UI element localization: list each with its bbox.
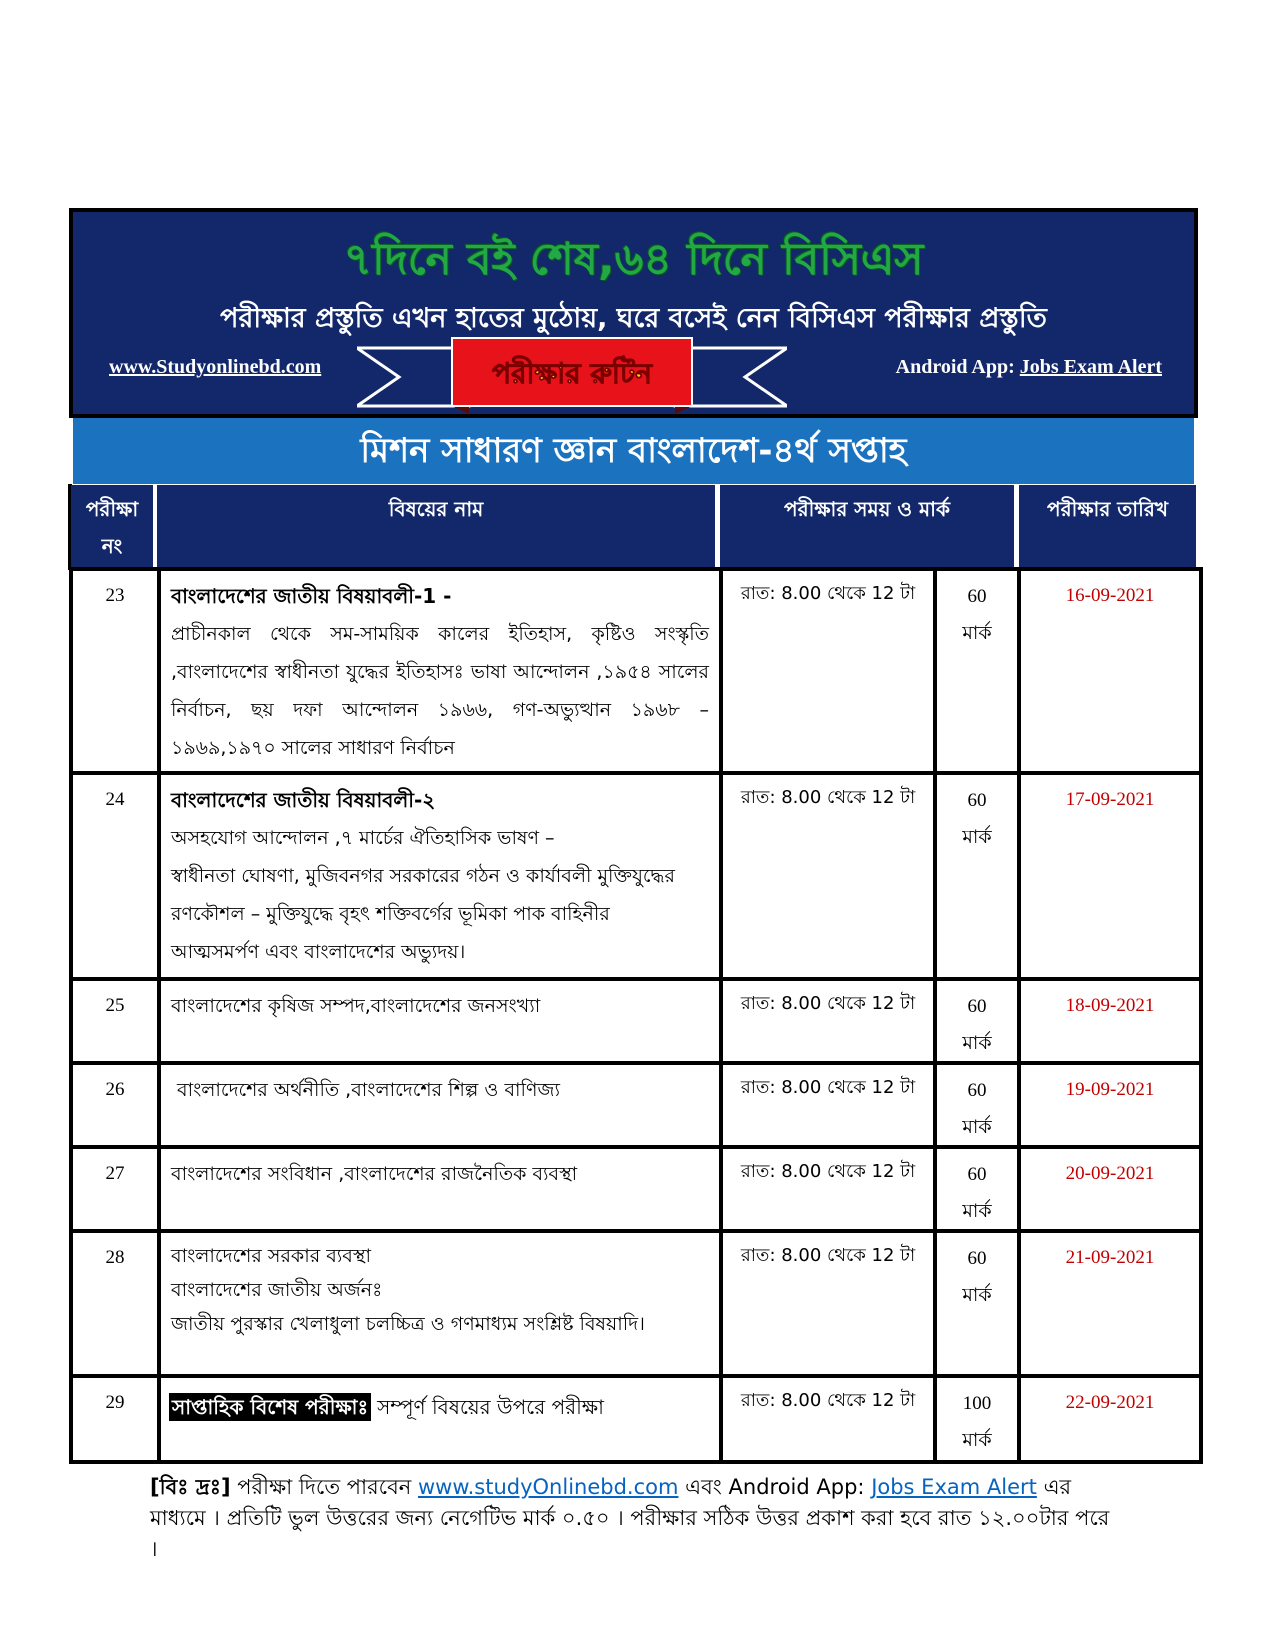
exam-number: 25 [71, 979, 159, 1063]
subject-text: রণকৌশল – মুক্তিযুদ্ধে বৃহৎ শক্তিবর্গের ভূমিকা পাক বাহিনীর [171, 903, 610, 925]
column-header-time-marks: পরীক্ষার সময় ও মার্ক [720, 485, 1014, 569]
footer-note [150, 1472, 1115, 1565]
exam-date: 18-09-2021 [1019, 979, 1201, 1063]
exam-time: রাত: 8.00 থেকে 12 টা [721, 1376, 935, 1462]
exam-number: 26 [71, 1063, 159, 1147]
column-header-date: পরীক্ষার তারিখ [1019, 485, 1196, 569]
routine-ribbon [357, 334, 787, 416]
table-row [71, 569, 1201, 773]
exam-marks [935, 1231, 1019, 1376]
exam-time: রাত: 8.00 থেকে 12 টা [721, 1063, 935, 1147]
ribbon-label: পরীক্ষার রুটিন [492, 357, 652, 390]
exam-number: 24 [71, 773, 159, 979]
marks-unit: মার্ক [962, 826, 992, 848]
note-text-3: এর মাধ্যমে । প্রতিটি ভুল উত্তরের জন্য নেগেটিভ মার্ক ০.৫০ । পরীক্ষার সঠিক উত্তর প্রকাশ করা হবে রাত ১২.০০টার পরে । [150, 1475, 1110, 1561]
exam-date: 22-09-2021 [1019, 1376, 1201, 1462]
header-title: ৭দিনে বই শেষ,৬৪ দিনে বিসিএস [343, 234, 924, 285]
exam-date: 17-09-2021 [1019, 773, 1201, 979]
marks-value: 60 [967, 1080, 987, 1101]
exam-time: রাত: 8.00 থেকে 12 টা [721, 569, 935, 773]
android-app-prefix: Android App: [895, 356, 1015, 378]
marks-value: 60 [967, 1248, 987, 1269]
subject-cell [159, 979, 721, 1063]
marks-value: 60 [967, 586, 987, 607]
exam-date: 19-09-2021 [1019, 1063, 1201, 1147]
subject-title: বাংলাদেশের জাতীয় বিষয়াবলী-1 - [171, 584, 452, 608]
header-box [69, 208, 1198, 418]
marks-unit: মার্ক [962, 1200, 992, 1222]
subject-text: স্বাধীনতা ঘোষণা, মুজিবনগর সরকারের গঠন ও কার্যাবলী মুক্তিযুদ্ধের [171, 865, 675, 887]
exam-time: রাত: 8.00 থেকে 12 টা [721, 1147, 935, 1231]
subject-text: সম্পূর্ণ বিষয়ের উপরে পরীক্ষা [377, 1395, 604, 1419]
footer-website-link[interactable]: www.studyOnlinebd.com [418, 1475, 679, 1499]
exam-time: রাত: 8.00 থেকে 12 টা [721, 773, 935, 979]
subject-text: বাংলাদেশের সংবিধান ,বাংলাদেশের রাজনৈতিক ব্যবস্থা [171, 1163, 578, 1185]
android-app-link[interactable]: Jobs Exam Alert [1019, 356, 1162, 378]
note-text-1: পরীক্ষা দিতে পারবেন [237, 1475, 412, 1499]
subject-text: অসহযোগ আন্দোলন ,৭ মার্চের ঐতিহাসিক ভাষণ – [171, 827, 555, 849]
marks-value: 60 [967, 1164, 987, 1185]
exam-number: 23 [71, 569, 159, 773]
exam-date: 21-09-2021 [1019, 1231, 1201, 1376]
exam-number: 29 [71, 1376, 159, 1462]
exam-date: 16-09-2021 [1019, 569, 1201, 773]
exam-marks [935, 979, 1019, 1063]
subject-text: বাংলাদেশের জাতীয় অর্জনঃ [171, 1279, 383, 1301]
note-text-2: এবং Android App: [685, 1475, 865, 1499]
marks-value: 60 [967, 996, 987, 1017]
exam-time: রাত: 8.00 থেকে 12 টা [721, 979, 935, 1063]
subject-cell [159, 1231, 721, 1376]
marks-unit: মার্ক [962, 1429, 992, 1451]
subject-text: বাংলাদেশের অর্থনীতি ,বাংলাদেশের শিল্প ও বাণিজ্য [177, 1079, 560, 1101]
marks-unit: মার্ক [962, 1116, 992, 1138]
subject-cell [159, 1147, 721, 1231]
exam-marks [935, 1147, 1019, 1231]
subject-text: জাতীয় পুরস্কার খেলাধুলা চলচ্চিত্র ও গণমাধ্যম সংশ্লিষ্ট বিষয়াদি। [171, 1313, 645, 1335]
marks-value: 100 [962, 1393, 992, 1414]
website-link[interactable]: www.Studyonlinebd.com [109, 356, 322, 378]
note-label: [বিঃ দ্রঃ] [150, 1475, 231, 1499]
marks-unit: মার্ক [962, 1032, 992, 1054]
table-row [71, 1376, 1201, 1462]
special-exam-highlight: সাপ্তাহিক বিশেষ পরীক্ষাঃ [169, 1393, 371, 1421]
marks-unit: মার্ক [962, 622, 992, 644]
subject-text: বাংলাদেশের সরকার ব্যবস্থা [171, 1245, 371, 1267]
table-row [71, 979, 1201, 1063]
table-row [71, 773, 1201, 979]
exam-number: 27 [71, 1147, 159, 1231]
exam-number: 28 [71, 1231, 159, 1376]
header-subtitle: পরীক্ষার প্রস্তুতি এখন হাতের মুঠোয়, ঘরে বসেই নেন বিসিএস পরীক্ষার প্রস্তুতি [220, 303, 1047, 334]
marks-value: 60 [967, 790, 987, 811]
column-header-exam-no-line2: নং [101, 534, 123, 558]
table-row [71, 1063, 1201, 1147]
subject-cell [159, 1063, 721, 1147]
exam-date: 20-09-2021 [1019, 1147, 1201, 1231]
exam-marks [935, 773, 1019, 979]
exam-marks [935, 1063, 1019, 1147]
subject-cell [159, 1376, 721, 1462]
column-header-exam-no [71, 485, 153, 569]
table-row [71, 1231, 1201, 1376]
footer-app-link[interactable]: Jobs Exam Alert [871, 1475, 1037, 1499]
column-header-exam-no-line1: পরীক্ষা [85, 497, 139, 521]
exam-marks [935, 1376, 1019, 1462]
android-app-info [896, 356, 1162, 379]
subject-text: বাংলাদেশের কৃষিজ সম্পদ,বাংলাদেশের জনসংখ্যা [171, 995, 541, 1017]
subject-cell [159, 569, 721, 773]
exam-marks [935, 569, 1019, 773]
exam-time: রাত: 8.00 থেকে 12 টা [721, 1231, 935, 1376]
subject-text: আত্মসমর্পণ এবং বাংলাদেশের অভ্যুদয়। [171, 941, 466, 963]
subject-text: প্রাচীনকাল থেকে সম-সাময়িক কালের ইতিহাস, কৃষ্টিও সংস্কৃতি ,বাংলাদেশের স্বাধীনতা যুদ্ধের ইতিহাসঃ ভাষা আন্দোলন ,১৯৫৪ সালের নির্বাচন, ছয় দফা আন্দোলন ১৯৬৬, গণ-অভ্যুত্থান ১৯৬৮ – ১৯৬৯,১৯৭০ সালের সাধারণ নির্বাচন [171, 623, 709, 759]
week-banner: মিশন সাধারণ জ্ঞান বাংলাদেশ-৪র্থ সপ্তাহ [73, 418, 1194, 484]
subject-title: বাংলাদেশের জাতীয় বিষয়াবলী-২ [171, 788, 436, 812]
marks-unit: মার্ক [962, 1284, 992, 1306]
table-row [71, 1147, 1201, 1231]
column-header-subject: বিষয়ের নাম [157, 485, 715, 569]
subject-cell [159, 773, 721, 979]
routine-table [69, 567, 1203, 1464]
